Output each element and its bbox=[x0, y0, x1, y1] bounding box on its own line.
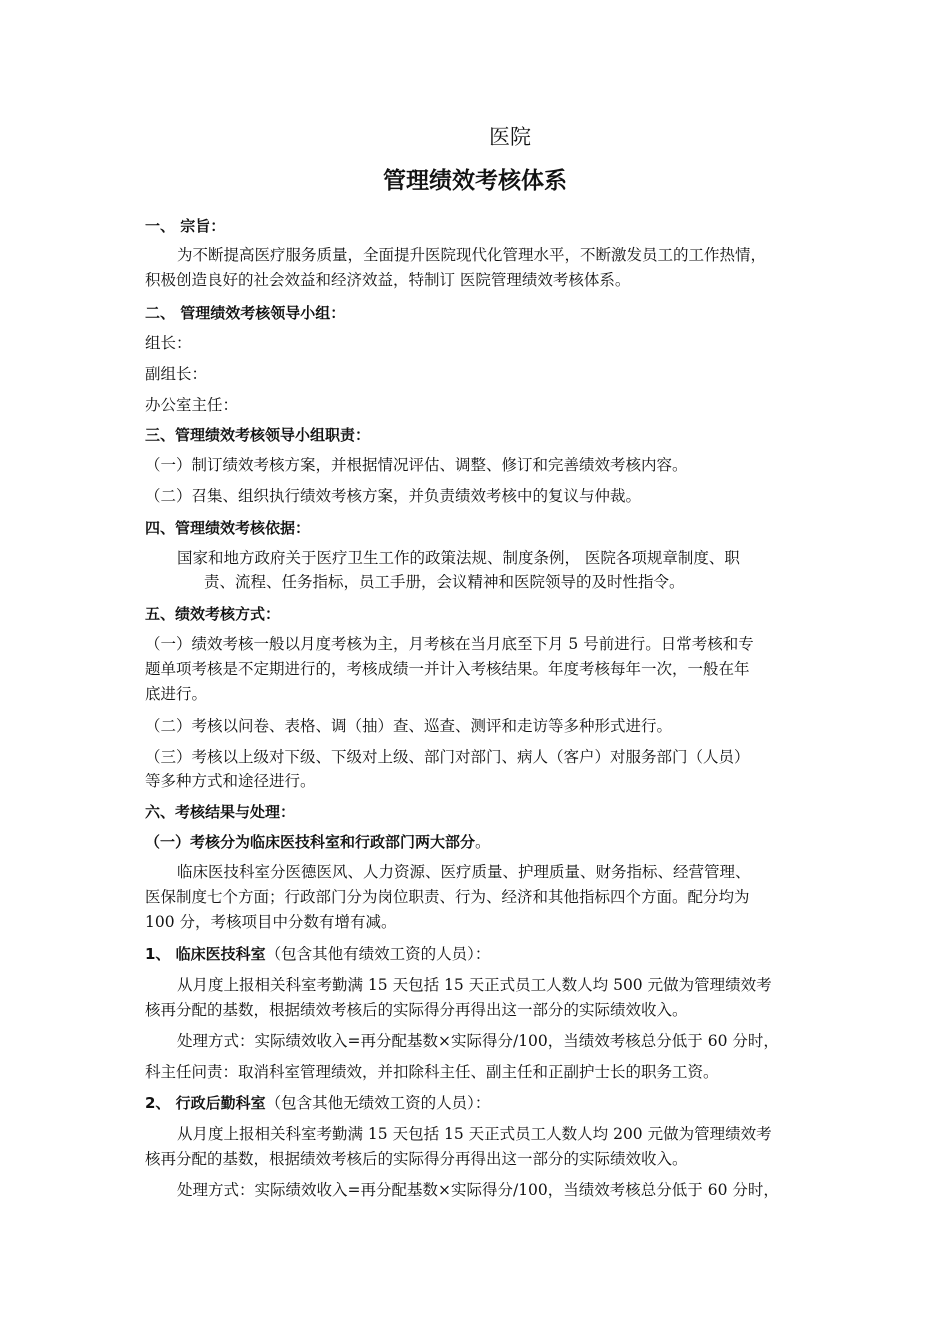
section-6-paragraph-line: 临床医技科室分医德医风、人力资源、医疗质量、护理质量、财务指标、经营管理、 bbox=[177, 863, 751, 881]
leader-label: 组长： bbox=[145, 334, 192, 352]
section-6-subheading-bold: （一）考核分为临床医技科室和行政部门两大部分 bbox=[145, 833, 476, 851]
section-5-item-line: （一）绩效考核一般以月度考核为主，月考核在当月底至下月 5 号前进行。日常考核和专 bbox=[145, 635, 754, 653]
section-5-item-line: （二）考核以问卷、表格、调（抽）查、巡查、测评和走访等多种形式进行。 bbox=[145, 717, 673, 735]
section-5-item-line: 题单项考核是不定期进行的，考核成绩一并计入考核结果。年度考核每年一次，一般在年 bbox=[145, 660, 750, 678]
section-5-item-line: 等多种方式和途径进行。 bbox=[145, 772, 316, 790]
section-6-subheading bbox=[145, 832, 491, 852]
section-6-paragraph-line: 100 分，考核项目中分数有增有减。 bbox=[145, 913, 397, 931]
clinical-dept-line: 处理方式：实际绩效收入=再分配基数×实际得分/100，当绩效考核总分低于 60 分时， bbox=[177, 1032, 779, 1050]
section-1-paragraph-line: 为不断提高医疗服务质量，全面提升医院现代化管理水平，不断激发员工的工作热情， bbox=[177, 246, 767, 264]
admin-dept-heading bbox=[145, 1093, 490, 1113]
section-2-heading: 二、 管理绩效考核领导小组： bbox=[145, 304, 346, 322]
clinical-dept-heading bbox=[145, 944, 490, 964]
document-title: 管理绩效考核体系 bbox=[383, 168, 567, 194]
section-1-heading: 一、 宗旨： bbox=[145, 217, 226, 235]
admin-dept-heading-bold: 2、 行政后勤科室 bbox=[145, 1094, 266, 1112]
section-6-paragraph-line: 医保制度七个方面；行政部门分为岗位职责、行为、经济和其他指标四个方面。配分均为 bbox=[145, 888, 750, 906]
clinical-dept-line: 科主任问责：取消科室管理绩效，并扣除科主任、副主任和正副护士长的职务工资。 bbox=[145, 1063, 719, 1081]
office-director-label: 办公室主任： bbox=[145, 396, 239, 414]
clinical-dept-line: 从月度上报相关科室考勤满 15 天包括 15 天正式员工人数人均 500 元做为管理绩效考 bbox=[177, 976, 772, 994]
admin-dept-heading-tail: （包含其他无绩效工资的人员）： bbox=[265, 1094, 491, 1112]
admin-dept-line: 处理方式：实际绩效收入=再分配基数×实际得分/100，当绩效考核总分低于 60 分时， bbox=[177, 1181, 779, 1199]
section-4-line: 责、流程、任务指标，员工手册，会议精神和医院领导的及时性指令。 bbox=[204, 573, 685, 591]
section-3-heading: 三、管理绩效考核领导小组职责： bbox=[145, 426, 371, 444]
section-1-paragraph-line: 积极创造良好的社会效益和经济效益，特制订 医院管理绩效考核体系。 bbox=[145, 271, 631, 289]
section-6-heading: 六、考核结果与处理： bbox=[145, 803, 296, 821]
section-3-item: （二）召集、组织执行绩效考核方案，并负责绩效考核中的复议与仲裁。 bbox=[145, 487, 642, 505]
clinical-dept-heading-bold: 1、 临床医技科室 bbox=[145, 945, 266, 963]
section-5-heading: 五、绩效考核方式： bbox=[145, 605, 281, 623]
section-3-item: （一）制订绩效考核方案，并根据情况评估、调整、修订和完善绩效考核内容。 bbox=[145, 456, 688, 474]
clinical-dept-line: 核再分配的基数，根据绩效考核后的实际得分再得出这一部分的实际绩效收入。 bbox=[145, 1001, 688, 1019]
clinical-dept-heading-tail: （包含其他有绩效工资的人员）： bbox=[265, 945, 491, 963]
section-4-heading: 四、管理绩效考核依据： bbox=[145, 519, 311, 537]
vice-leader-label: 副组长： bbox=[145, 365, 208, 383]
admin-dept-line: 从月度上报相关科室考勤满 15 天包括 15 天正式员工人数人均 200 元做为管理绩效考 bbox=[177, 1125, 772, 1143]
section-5-item-line: 底进行。 bbox=[145, 685, 208, 703]
section-4-line: 国家和地方政府关于医疗卫生工作的政策法规、制度条例， 医院各项规章制度、职 bbox=[177, 549, 740, 567]
admin-dept-line: 核再分配的基数，根据绩效考核后的实际得分再得出这一部分的实际绩效收入。 bbox=[145, 1150, 688, 1168]
section-6-subheading-tail: 。 bbox=[475, 833, 491, 851]
section-5-item-line: （三）考核以上级对下级、下级对上级、部门对部门、病人（客户）对服务部门（人员） bbox=[145, 748, 750, 766]
title-hospital: 医院 bbox=[489, 125, 531, 149]
